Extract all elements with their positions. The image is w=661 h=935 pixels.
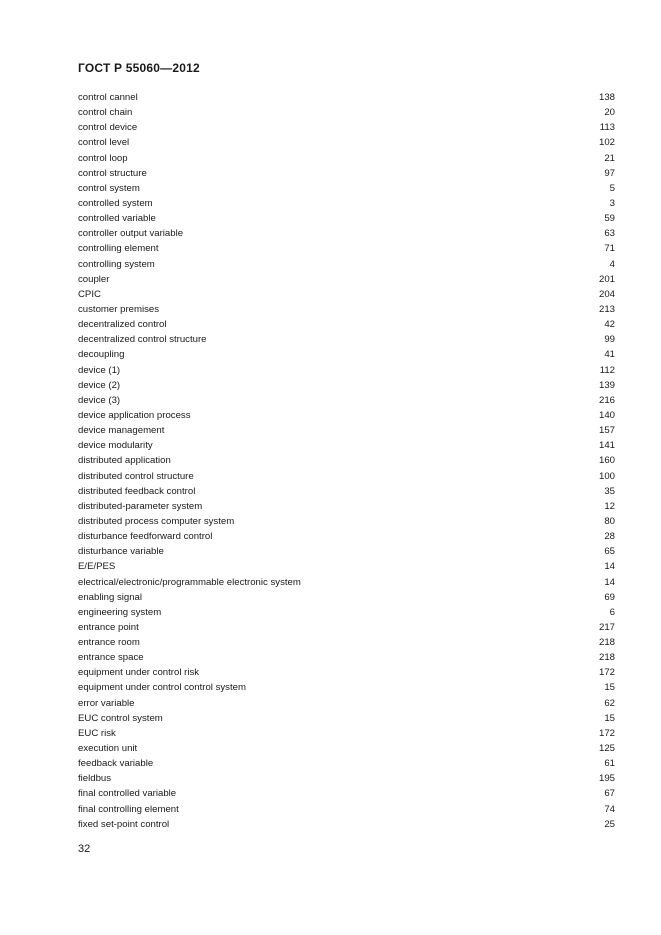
index-term: equipment under control control system [78,682,246,694]
index-term: controlling system [78,258,155,270]
index-term: decentralized control [78,319,167,331]
index-page-number: 42 [604,319,615,331]
index-term: control device [78,122,138,134]
index-entry [78,257,615,272]
index-page-number: 125 [598,743,615,755]
index-page-number: 28 [604,531,615,543]
index-page-number: 157 [598,425,615,437]
index-entry [78,363,615,378]
index-page-number: 172 [598,667,615,679]
index-term: control system [78,182,140,194]
index-entry [78,453,615,468]
index-page-number: 62 [604,697,615,709]
index-term: equipment under control risk [78,667,200,679]
index-term: fieldbus [78,773,112,785]
index-entry [78,817,615,832]
index-page-number: 213 [598,303,615,315]
index-entry [78,347,615,362]
index-term: controlling element [78,243,159,255]
index-entry [78,211,615,226]
index-page-number: 15 [604,712,615,724]
index-page-number: 97 [604,167,615,179]
index-entry [78,317,615,332]
index-list [78,90,615,832]
index-page-number: 195 [598,773,615,785]
index-page-number: 4 [609,258,615,270]
index-page-number: 172 [598,727,615,739]
index-term: fixed set-point control [78,818,170,830]
index-entry [78,499,615,514]
index-term: decentralized control structure [78,334,207,346]
index-page-number: 204 [598,288,615,300]
index-entry [78,650,615,665]
index-entry [78,90,615,105]
index-entry [78,726,615,741]
index-entry [78,120,615,135]
index-term: final controlled variable [78,788,177,800]
index-term: distributed process computer system [78,515,235,527]
index-page-number: 69 [604,591,615,603]
index-entry [78,272,615,287]
index-page-number: 63 [604,228,615,240]
index-term: enabling signal [78,591,143,603]
index-term: control loop [78,152,128,164]
index-term: device management [78,425,165,437]
index-entry [78,408,615,423]
index-page-number: 138 [598,92,615,103]
index-page-number: 218 [598,637,615,649]
index-page-number: 12 [604,500,615,512]
index-page-number: 67 [604,788,615,800]
index-entry [78,226,615,241]
index-page-number: 5 [609,182,615,194]
index-term: coupler [78,273,110,285]
index-page-number: 65 [604,546,615,558]
index-entry [78,181,615,196]
index-entry [78,241,615,256]
index-term: device modularity [78,440,153,452]
index-entry [78,196,615,211]
index-entry [78,393,615,408]
index-page-number: 99 [604,334,615,346]
index-term: decoupling [78,349,125,361]
index-term: controlled system [78,197,153,209]
index-entry [78,438,615,453]
index-entry [78,166,615,181]
index-page-number: 41 [604,349,615,361]
index-entry [78,135,615,150]
index-page-number: 15 [604,682,615,694]
index-term: entrance point [78,621,139,633]
index-entry [78,665,615,680]
index-page-number: 71 [604,243,615,255]
index-term: control level [78,137,130,149]
index-entry [78,711,615,726]
index-term: distributed control structure [78,470,194,482]
index-term: control structure [78,167,147,179]
index-term: device application process [78,409,191,421]
index-term: final controlling element [78,803,179,815]
index-term: controlled variable [78,213,156,225]
index-term: controller output variable [78,228,184,240]
index-term: electrical/electronic/programmable electronic system [78,576,301,588]
index-entry [78,635,615,650]
index-entry [78,802,615,817]
index-entry [78,620,615,635]
index-page-number: 80 [604,515,615,527]
index-page-number: 74 [604,803,615,815]
index-term: device (3) [78,394,121,406]
index-page-number: 113 [599,122,615,134]
index-term: execution unit [78,743,138,755]
index-entry [78,575,615,590]
index-entry [78,151,615,166]
index-page-number: 14 [604,576,615,588]
index-term: entrance room [78,637,140,649]
index-page-number: 35 [604,485,615,497]
index-page-number: 25 [604,818,615,830]
index-term: engineering system [78,606,162,618]
index-entry [78,605,615,620]
index-page-number: 112 [599,364,615,376]
index-entry [78,741,615,756]
index-page-number: 100 [598,470,615,482]
index-entry [78,529,615,544]
index-entry [78,469,615,484]
index-page-number: 218 [598,652,615,664]
index-term: disturbance feedforward control [78,531,213,543]
index-page-number: 139 [598,379,615,391]
index-entry [78,287,615,302]
index-entry [78,378,615,393]
index-term: control cannel [78,92,138,103]
index-term: E/E/PES [78,561,116,573]
index-page-number: 140 [598,409,615,421]
index-term: distributed application [78,455,171,467]
index-term: feedback variable [78,758,154,770]
index-entry [78,514,615,529]
index-page-number: 3 [609,197,615,209]
index-term: distributed feedback control [78,485,196,497]
index-entry [78,423,615,438]
index-entry [78,332,615,347]
index-term: EUC risk [78,727,116,739]
index-entry [78,696,615,711]
index-term: distributed-parameter system [78,500,203,512]
index-page-number: 20 [604,107,615,119]
document-header: ГОСТ Р 55060—2012 [78,61,200,75]
index-term: disturbance variable [78,546,164,558]
index-entry [78,680,615,695]
index-page-number: 61 [604,758,615,770]
index-page-number: 141 [598,440,615,452]
index-term: EUC control system [78,712,163,724]
index-entry [78,544,615,559]
index-page-number: 201 [598,273,615,285]
index-entry [78,590,615,605]
index-page-number: 14 [604,561,615,573]
index-entry [78,786,615,801]
index-page-number: 216 [598,394,615,406]
page-number: 32 [78,843,91,855]
index-entry [78,771,615,786]
index-term: CPIC [78,288,101,300]
index-page-number: 6 [609,606,615,618]
index-entry [78,105,615,120]
index-entry [78,559,615,574]
index-entry [78,302,615,317]
index-page-number: 160 [598,455,615,467]
index-term: customer premises [78,303,160,315]
index-page-number: 21 [604,152,615,164]
index-page-number: 102 [598,137,615,149]
index-entry [78,484,615,499]
index-term: control chain [78,107,133,119]
index-term: device (2) [78,379,121,391]
index-term: entrance space [78,652,144,664]
index-term: error variable [78,697,135,709]
index-page-number: 59 [604,213,615,225]
index-term: device (1) [78,364,121,376]
index-entry [78,756,615,771]
index-page-number: 217 [598,621,615,633]
